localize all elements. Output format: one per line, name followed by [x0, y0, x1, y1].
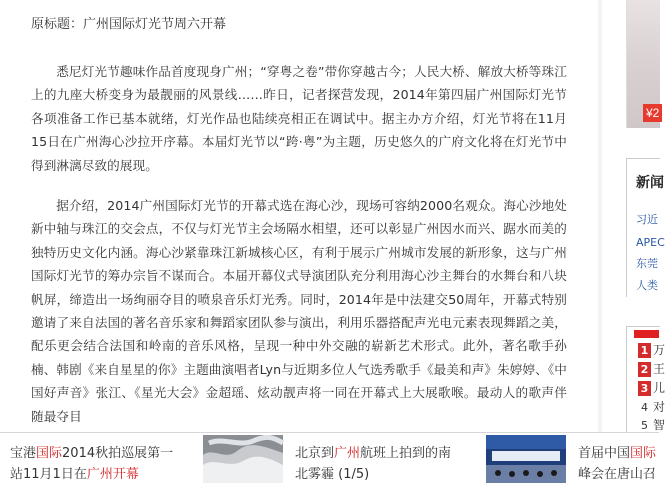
ranking-item[interactable]	[638, 398, 665, 415]
rank-number: 3	[638, 381, 651, 396]
rank-number: 5	[638, 418, 651, 433]
article-paragraph: 悉尼灯光节趣味作品首度现身广州；“穿粤之卷”带你穿越古今；人民大桥、解放大桥等珠江上的九座大桥变身为最靓丽的风景线……昨日，记者探营发现，2014年第四届广州国际灯光节各项准备工作已基本就绪，灯光作品也陆续亮相正在调试中。据主办方介绍，灯光节将在11月15日在广州海心沙拉开序幕。本届灯光节以“跨·粤”为主题，历史悠久的广府文化将在灯光节中得到淋漓尽致的展现。	[31, 64, 567, 173]
rank-number: 4	[638, 400, 651, 415]
ranking-header-bar	[634, 330, 659, 338]
ranking-item[interactable]	[638, 379, 665, 396]
news-link[interactable]: 习近	[636, 213, 658, 226]
news-link[interactable]: 人类	[636, 279, 658, 292]
original-title: 原标题：广州国际灯光节周六开幕	[31, 17, 227, 32]
price-badge: ¥2	[643, 104, 662, 122]
rank-title: 王	[653, 362, 665, 376]
news-link[interactable]: 东莞	[636, 257, 658, 270]
rank-number: 1	[638, 343, 651, 358]
product-thumbnail[interactable]	[626, 0, 660, 128]
ranking-item[interactable]	[638, 341, 665, 358]
news-box-title: 新闻	[636, 175, 664, 191]
rank-number: 2	[638, 362, 651, 377]
rank-title: 儿	[653, 381, 665, 395]
rank-title: 万	[653, 343, 665, 357]
ranking-item[interactable]	[638, 416, 665, 433]
slider-item[interactable]	[203, 433, 473, 484]
bottom-news-slider	[0, 432, 659, 484]
slider-item-caption[interactable]: 北京到广州航班上拍到的南 北雾霾 (1/5)	[295, 446, 452, 482]
slider-item-caption[interactable]: 宝港国际2014秋拍巡展第一 站11月1日在广州开幕	[10, 446, 174, 482]
slider-item[interactable]	[486, 433, 659, 484]
slider-thumbnail[interactable]	[486, 435, 566, 483]
news-link[interactable]: APEC	[636, 236, 665, 249]
ranking-item[interactable]	[638, 360, 665, 377]
slider-item-caption[interactable]: 首届中国国际 峰会在唐山召	[578, 446, 657, 482]
sidebar-gap	[598, 0, 602, 432]
rank-title: 对	[653, 400, 665, 414]
slider-item[interactable]	[0, 433, 200, 484]
slider-thumbnail[interactable]	[203, 435, 283, 483]
rank-title: 智	[653, 418, 665, 432]
right-sidebar	[598, 0, 665, 432]
article-paragraph: 据介绍，2014广州国际灯光节的开幕式选在海心沙，现场可容纳2000名观众。海心沙地处新中轴与珠江的交会点，不仅与灯光节主会场隔水相望，还可以彰显广州因水而兴、踞水而美的独特历史文化内涵。海心沙紧靠珠江新城核心区，有利于展示广州城市发展的新形象，这与广州国际灯光节的筹办宗旨不谋而合。本届开幕仪式导演团队充分利用海心沙主舞台的水舞台和八块帆屏，缔造出一场绚丽夺目的喷泉音乐灯光秀。同时，2014年是中法建交50周年，开幕式特别邀请了来自法国的著名音乐家和舞蹈家团队参与演出，利用乐器搭配声光电元素表现舞蹈之美，配乐更会结合法国和岭南的音乐风格，呈现一种中外交融的崭新艺术形式。此外，著名歌手孙楠、韩剧《来自星星的你》主题曲演唱者Lyn与近期多位人气选秀歌手《最美和声》朱婷婷、《中国好声音》张江、《星光大会》金超瑶、炫动靓声将一同在开幕式上大展歌喉。最动人的歌声伴随最夺目	[31, 198, 567, 424]
